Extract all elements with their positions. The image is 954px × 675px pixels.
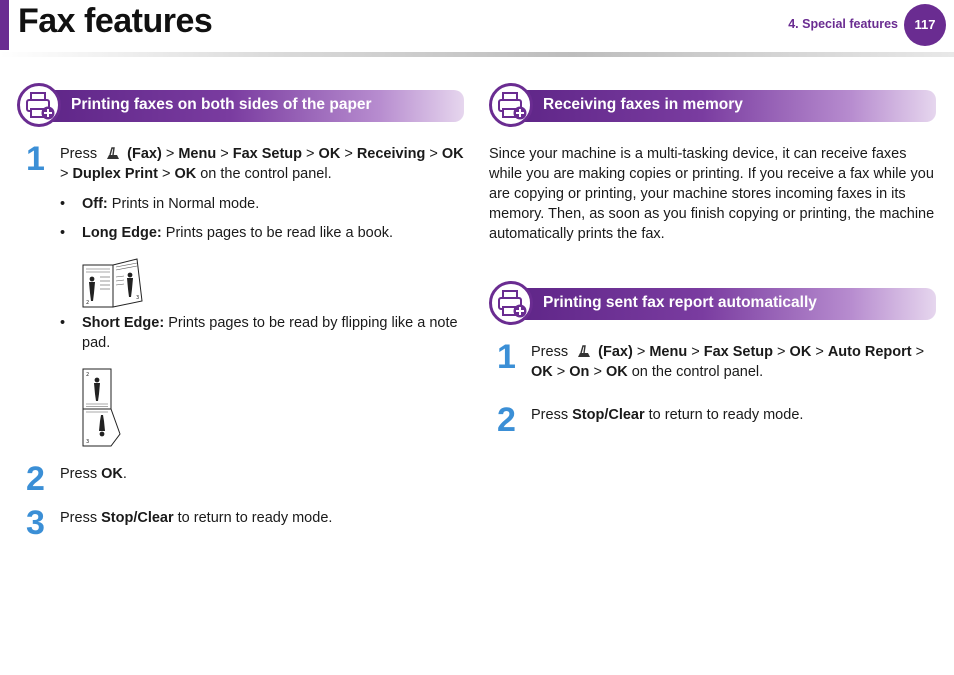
section-title: Printing sent fax report automatically [543, 294, 817, 311]
report-step-2-text: Press Stop/Clear to return to ready mode. [531, 407, 804, 423]
section-header-receive-memory [489, 90, 936, 122]
header-accent-bar [0, 0, 9, 50]
receive-memory-body: Since your machine is a multi-tasking device, it can receive faxes while you are making copies or printing. If you receive a fax while you are copying or printing, your machine stores incoming faxes in its memory. Then, as soon as you finish copying or printing, the machine automatically prints the fax. [489, 146, 935, 242]
chapter-label: 4. Special features [788, 17, 898, 31]
step-number: 1 [26, 140, 45, 178]
section-bar [39, 90, 464, 122]
header-divider [0, 52, 954, 57]
step-number: 2 [26, 460, 45, 498]
bullet-long-edge: • Long Edge: Prints pages to be read like a book. [60, 225, 394, 241]
page-number-label: 2 [86, 300, 90, 306]
section-header-sent-report [489, 288, 936, 320]
page-number-label: 3 [136, 295, 140, 301]
step-number: 1 [497, 338, 516, 376]
section-header-duplex [17, 90, 464, 122]
step-number: 2 [497, 401, 516, 439]
section-bar [511, 90, 936, 122]
page-title: Fax features [18, 2, 213, 40]
step-2-text: Press OK. [60, 466, 127, 482]
bullet-short-edge: • Short Edge: Prints pages to be read by flipping like a note pad. [60, 315, 458, 351]
short-edge-illustration [82, 368, 124, 448]
long-edge-illustration [82, 257, 144, 309]
step-number: 3 [26, 504, 45, 542]
bullet-off: • Off: Prints in Normal mode. [60, 196, 260, 212]
page-number-label: 2 [86, 372, 90, 378]
step-1-text: Press (Fax) > Menu > Fax Setup > OK > Receiving > OK > Duplex Print > OK on the control panel. [60, 146, 464, 182]
section-title: Receiving faxes in memory [543, 96, 743, 113]
fax-key-icon [576, 345, 592, 359]
printer-fax-icon [17, 83, 61, 127]
fax-key-icon [105, 147, 121, 161]
printer-fax-icon [489, 281, 533, 325]
report-step-1-text: Press (Fax) > Menu > Fax Setup > OK > Auto Report > OK > On > OK on the control panel. [531, 344, 925, 380]
step-3-text: Press Stop/Clear to return to ready mode. [60, 510, 333, 526]
printer-fax-icon [489, 83, 533, 127]
section-title: Printing faxes on both sides of the paper [71, 96, 372, 113]
page-number-label: 3 [86, 439, 90, 445]
section-bar [511, 288, 936, 320]
page-number-badge: 117 [904, 4, 946, 46]
